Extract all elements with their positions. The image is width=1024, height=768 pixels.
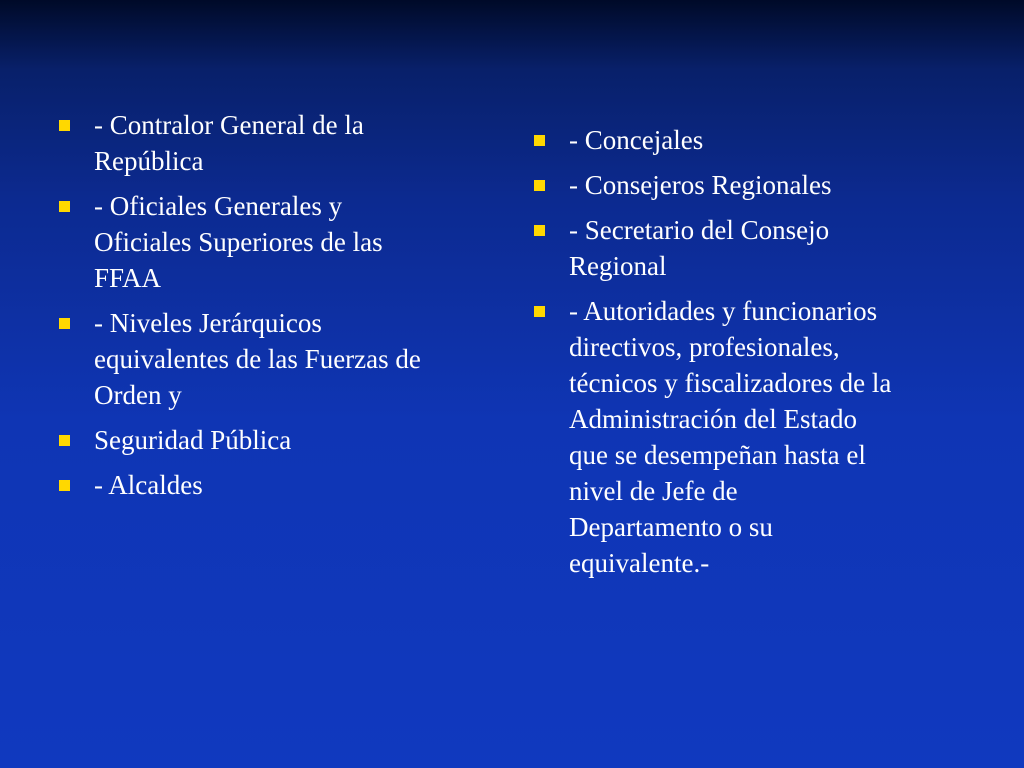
list-item-concejales — [531, 122, 962, 158]
list-item-oficiales — [56, 188, 493, 296]
list-item-niveles-jerarquicos — [56, 305, 493, 413]
list-item-text: - Secretario del Consejo Regional — [569, 215, 830, 281]
square-bullet-icon — [534, 306, 545, 317]
square-bullet-icon — [59, 480, 70, 491]
left-bullet-list — [56, 107, 493, 512]
list-item-text: - Consejeros Regionales — [569, 170, 832, 200]
square-bullet-icon — [534, 180, 545, 191]
list-item-autoridades — [531, 293, 962, 581]
list-item-text: Seguridad Pública — [94, 425, 292, 455]
list-item-text: - Oficiales Generales y Oficiales Superiores de las FFAA — [94, 191, 383, 293]
list-item-seguridad-publica — [56, 422, 493, 458]
list-item-consejeros-regionales — [531, 167, 962, 203]
list-item-text: - Autoridades y funcionarios directivos, profesionales, técnicos y fiscalizadores de la Administración del Estado que se desempeñan hasta el nivel de Jefe de Departamento o su equivalente.- — [569, 296, 892, 578]
square-bullet-icon — [59, 435, 70, 446]
list-item-alcaldes — [56, 467, 493, 503]
list-item-contralor — [56, 107, 493, 179]
list-item-text: - Contralor General de la República — [94, 110, 364, 176]
right-bullet-list — [531, 122, 962, 590]
square-bullet-icon — [534, 225, 545, 236]
square-bullet-icon — [59, 201, 70, 212]
square-bullet-icon — [59, 318, 70, 329]
list-item-text: - Alcaldes — [94, 470, 203, 500]
list-item-text: - Concejales — [569, 125, 704, 155]
square-bullet-icon — [59, 120, 70, 131]
square-bullet-icon — [534, 135, 545, 146]
list-item-secretario-consejo — [531, 212, 962, 284]
list-item-text: - Niveles Jerárquicos equivalentes de las Fuerzas de Orden y — [94, 308, 421, 410]
